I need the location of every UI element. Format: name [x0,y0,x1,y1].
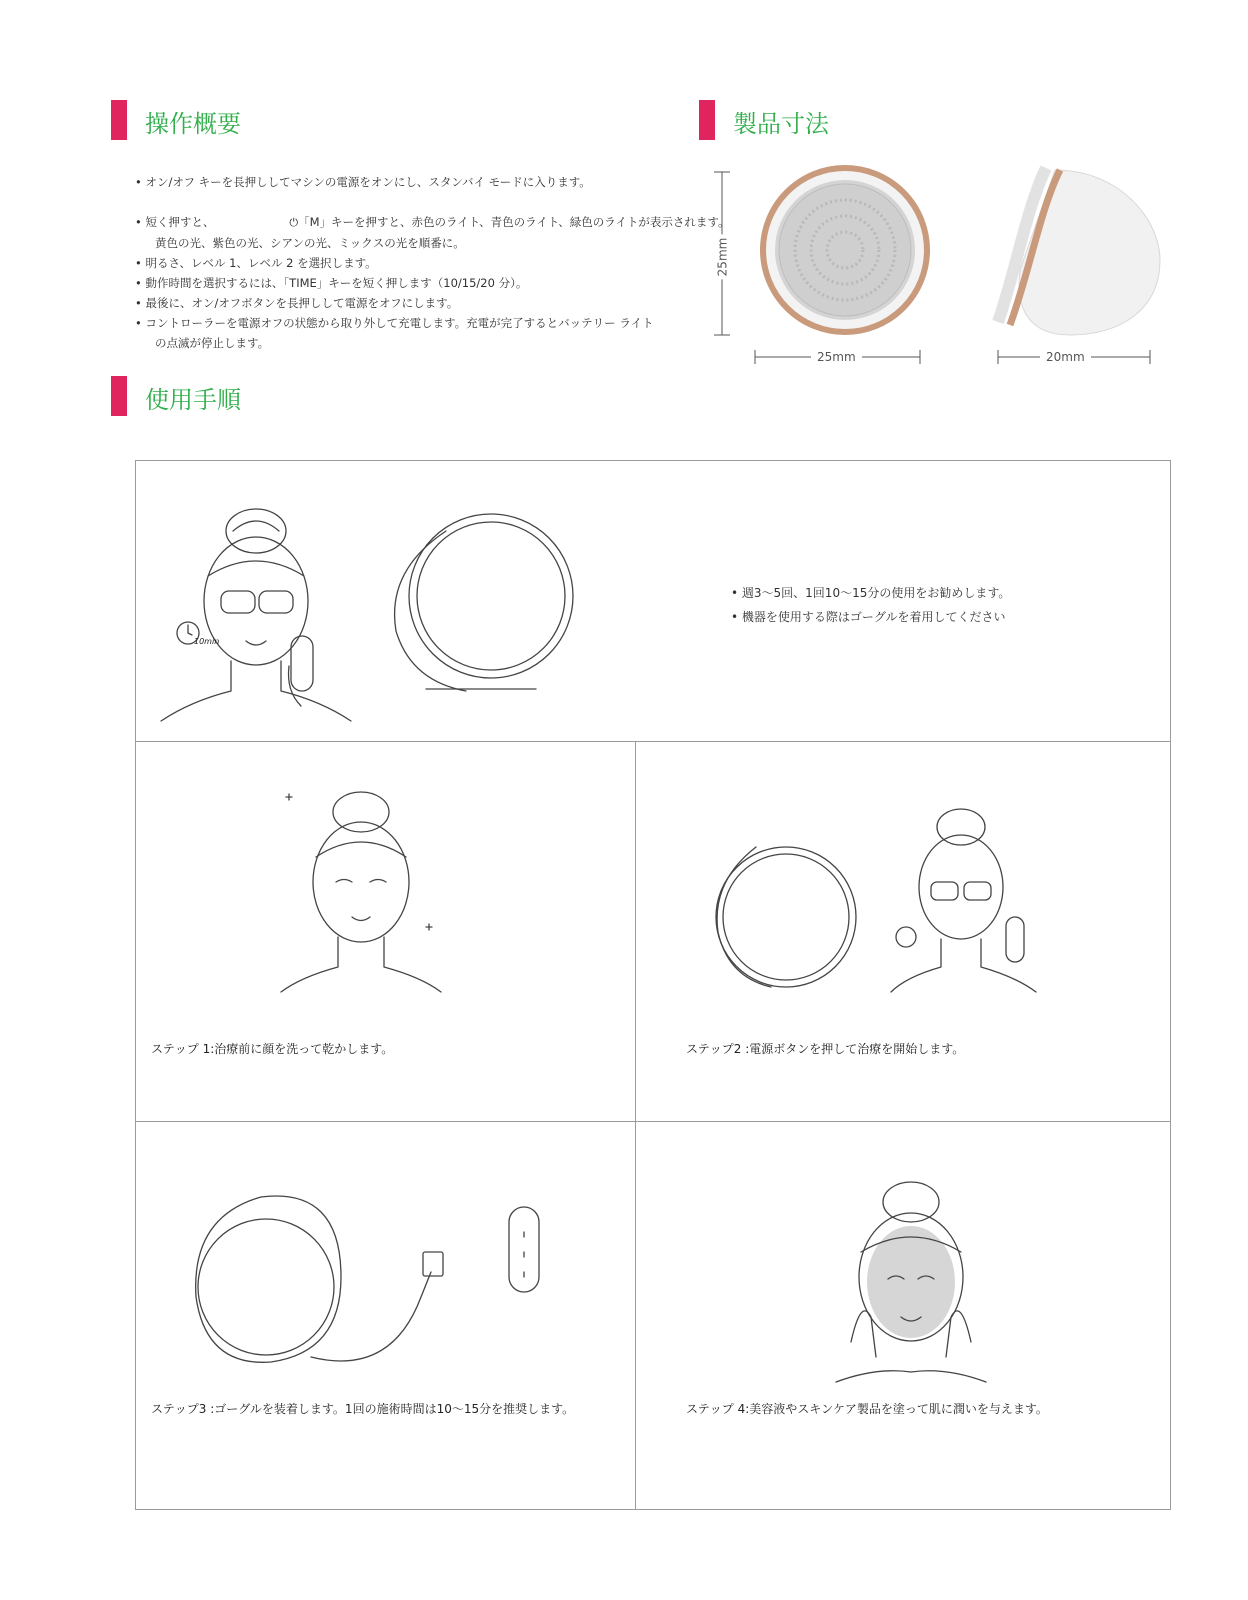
section-heading-operation [111,100,351,140]
bullet-power-off: • 最後に、オン/オフボタンを長押しして電源をオフにします。 [135,296,459,310]
section-heading-dimensions [699,100,939,140]
intro-notes [731,581,1010,629]
device-and-woman-illustration [706,802,1066,1002]
heading-accent-bar [111,376,127,416]
bullet-time: • 動作時間を選択するには、「TIME」キーを短く押します（10/15/20 分）。 [135,276,528,290]
intro-cell [136,461,1170,742]
heading-title: 操作概要 [145,110,241,138]
power-icon: ⏻ [289,216,299,229]
bullet-charging: • コントローラーを電源オフの状態から取り外して充電します。充電が完了するとバッテリー ライト [135,316,654,330]
heading-title: 製品寸法 [733,110,829,138]
woman-clean-face-illustration [276,777,446,997]
product-dimension-drawing [700,150,1180,380]
dimension-side-width-label: 20mm [1040,350,1091,364]
note-goggles: • 機器を使用する際はゴーグルを着用してください [731,610,1006,624]
usage-steps-grid [135,460,1171,1510]
dimension-height-label: 25mm [715,235,729,280]
timer-label: 10min [194,637,220,646]
heading-accent-bar [699,100,715,140]
step-4-caption: ステップ 4:美容液やスキンケア製品を塗って肌に潤いを与えます。 [686,1402,1048,1416]
device-line-illustration [386,511,576,701]
step-2-cell [636,742,1170,1122]
step-1-caption: ステップ 1:治療前に顔を洗って乾かします。 [151,1042,394,1056]
heading-title: 使用手順 [145,386,241,414]
dimension-front-width-label: 25mm [811,350,862,364]
step-3-caption: ステップ3 :ゴーグルを装着します。1回の施術時間は10〜15分を推奨します。 [151,1402,575,1416]
bullet-mode-key-cont: 黄色の光、紫色の光、シアンの光、ミックスの光を順番に。 [155,236,465,250]
note-frequency: • 週3〜5回、1回10〜15分の使用をお勧めします。 [731,586,1011,600]
step-2-caption: ステップ2 :電源ボタンを押して治療を開始します。 [686,1042,965,1056]
step-1-cell [136,742,636,1122]
step-4-cell [636,1122,1170,1509]
section-heading-usage [111,376,351,416]
device-charger-illustration [191,1177,571,1387]
woman-skincare-illustration [816,1167,1006,1397]
bullet-brightness: • 明るさ、レベル 1、レベル 2 を選択します。 [135,256,377,270]
bullet-charging-cont: の点滅が停止します。 [155,336,270,350]
bullet-power-on: • オン/オフ キーを長押ししてマシンの電源をオンにし、スタンバイ モードに入ります。 [135,175,591,189]
woman-goggles-illustration [161,491,351,721]
bullet-mode-key: • 短く押すと、 ⏻「M」キーを押すと、赤色のライト、青色のライト、緑色のライトが表示されます。 [135,212,695,233]
heading-accent-bar [111,100,127,140]
step-3-cell [136,1122,636,1509]
